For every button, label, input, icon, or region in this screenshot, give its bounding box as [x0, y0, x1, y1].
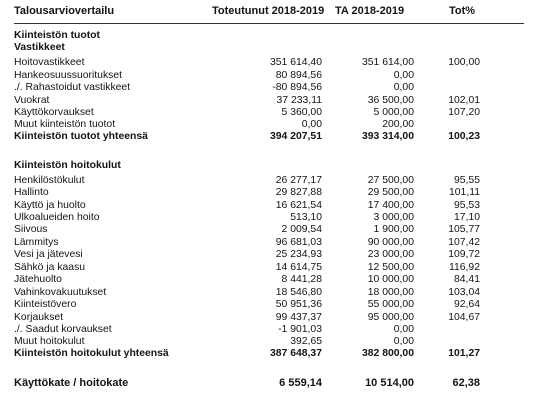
row-percent: 84,41 [453, 274, 480, 285]
row-budget: 95 000,00 [367, 312, 414, 323]
table-row [0, 299, 550, 311]
row-label: Sähkö ja kaasu [14, 262, 86, 273]
operating-margin-row [0, 377, 550, 390]
row-actual: 96 681,03 [275, 237, 322, 248]
row-label: Hallinto [14, 187, 49, 198]
row-actual: 5 360,00 [281, 107, 322, 118]
header-label: Talousarviovertailu [14, 5, 115, 17]
row-budget: 10 000,00 [367, 274, 414, 285]
row-actual: 8 441,28 [281, 274, 322, 285]
row-label: Kiinteistön hoitokulut [14, 160, 121, 171]
row-percent: 95,55 [453, 175, 480, 186]
row-budget: 10 514,00 [365, 377, 414, 389]
row-budget: 1 900,00 [373, 224, 414, 235]
row-actual: 513,10 [290, 212, 322, 223]
row-label: Käyttökate / hoitokate [14, 377, 129, 389]
row-actual: 387 648,37 [269, 348, 322, 359]
row-budget: 0,00 [393, 324, 414, 335]
row-label: Lämmitys [14, 237, 59, 248]
subsection-title-charges [0, 42, 550, 54]
table-row [0, 274, 550, 286]
table-row [0, 224, 550, 236]
row-budget: 23 000,00 [367, 249, 414, 260]
row-label: Kiinteistön tuotot [14, 30, 100, 41]
row-actual: 99 437,37 [275, 312, 322, 323]
table-row [0, 187, 550, 199]
row-budget: 12 500,00 [367, 262, 414, 273]
row-label: Kiinteistövero [14, 299, 77, 310]
table-row [0, 119, 550, 131]
row-budget: 36 500,00 [367, 95, 414, 106]
row-budget: 0,00 [393, 82, 414, 93]
row-label: Jätehuolto [14, 274, 62, 285]
row-actual: 2 009,54 [281, 224, 322, 235]
header-actual: Toteutunut 2018-2019 [212, 5, 325, 17]
row-percent: 102,01 [448, 95, 480, 106]
row-label: Vahinkovakuutukset [14, 287, 107, 298]
row-label: ./. Saadut korvaukset [14, 324, 112, 335]
row-budget: 90 000,00 [367, 237, 414, 248]
row-actual: -1 901,03 [278, 324, 322, 335]
row-label: Ulkoalueiden hoito [14, 212, 100, 223]
table-row [0, 200, 550, 212]
row-actual: 37 233,11 [276, 95, 322, 106]
row-budget: 55 000,00 [367, 299, 414, 310]
table-row [0, 237, 550, 249]
row-percent: 95,53 [453, 200, 480, 211]
row-percent: 107,20 [448, 107, 480, 118]
table-row [0, 70, 550, 82]
row-actual: 394 207,51 [269, 131, 322, 142]
table-row [0, 262, 550, 274]
row-label: Kiinteistön tuotot yhteensä [14, 131, 148, 142]
row-percent: 107,42 [448, 237, 480, 248]
row-budget: 382 800,00 [361, 348, 414, 359]
row-budget: 200,00 [382, 119, 414, 130]
row-percent: 100,00 [448, 57, 480, 68]
row-percent: 109,72 [448, 249, 480, 260]
table-header [0, 5, 550, 21]
row-label: Käyttö ja huolto [14, 200, 86, 211]
header-divider [14, 23, 524, 24]
table-row [0, 212, 550, 224]
row-percent: 104,67 [448, 312, 480, 323]
row-label: Siivous [14, 224, 48, 235]
row-actual: 18 546,80 [275, 287, 322, 298]
row-budget: 3 000,00 [373, 212, 414, 223]
row-actual: 6 559,14 [279, 377, 322, 389]
total-row-expenses [0, 348, 550, 360]
row-actual: 351 614,40 [269, 57, 322, 68]
row-label: Korjaukset [14, 312, 64, 323]
row-label: Vesi ja jätevesi [14, 249, 83, 260]
row-percent: 62,38 [452, 377, 480, 389]
row-label: Muut kiinteistön tuotot [14, 119, 116, 130]
row-actual: 25 234,93 [275, 249, 322, 260]
row-actual: 50 951,36 [275, 299, 322, 310]
row-percent: 17,10 [453, 212, 480, 223]
header-budget: TA 2018-2019 [335, 5, 405, 17]
section-title-expenses [0, 160, 550, 172]
header-percent: Tot% [449, 5, 476, 17]
row-percent: 116,92 [448, 262, 480, 273]
row-actual: 29 827,88 [275, 187, 322, 198]
row-actual: 0,00 [301, 119, 322, 130]
row-label: Henkilöstökulut [14, 175, 85, 186]
row-percent: 101,11 [448, 187, 480, 198]
row-label: Vuokrat [14, 95, 50, 106]
row-budget: 351 614,00 [361, 57, 414, 68]
row-budget: 17 400,00 [367, 200, 414, 211]
row-percent: 100,23 [448, 131, 480, 142]
row-budget: 5 000,00 [373, 107, 414, 118]
row-percent: 101,27 [448, 348, 480, 359]
table-row [0, 175, 550, 187]
row-percent: 105,77 [448, 224, 480, 235]
total-row-income [0, 131, 550, 143]
table-row [0, 107, 550, 119]
row-actual: 80 894,56 [275, 70, 322, 81]
row-budget: 18 000,00 [367, 287, 414, 298]
row-percent: 103,04 [448, 287, 480, 298]
row-actual: 14 614,75 [275, 262, 322, 273]
row-actual: 392,65 [290, 336, 322, 347]
row-label: ./. Rahastoidut vastikkeet [14, 82, 131, 93]
row-label: Kiinteistön hoitokulut yhteensä [14, 348, 169, 359]
row-budget: 29 500,00 [367, 187, 414, 198]
section-title-income [0, 30, 550, 42]
table-row [0, 312, 550, 324]
row-percent: 92,64 [453, 299, 480, 310]
table-row [0, 82, 550, 94]
row-label: Hankeosuussuoritukset [14, 70, 123, 81]
row-actual: -80 894,56 [272, 82, 322, 93]
table-row [0, 249, 550, 261]
row-actual: 16 621,54 [275, 200, 322, 211]
table-row [0, 287, 550, 299]
table-row [0, 57, 550, 69]
table-row [0, 336, 550, 348]
table-row [0, 324, 550, 336]
row-budget: 393 314,00 [361, 131, 414, 142]
row-budget: 0,00 [393, 70, 414, 81]
row-budget: 27 500,00 [367, 175, 414, 186]
row-label: Vastikkeet [14, 42, 65, 53]
table-row [0, 95, 550, 107]
row-actual: 26 277,17 [275, 175, 322, 186]
row-label: Muut hoitokulut [14, 336, 85, 347]
row-label: Hoitovastikkeet [14, 57, 85, 68]
row-label: Käyttökorvaukset [14, 107, 94, 118]
row-budget: 0,00 [393, 336, 414, 347]
